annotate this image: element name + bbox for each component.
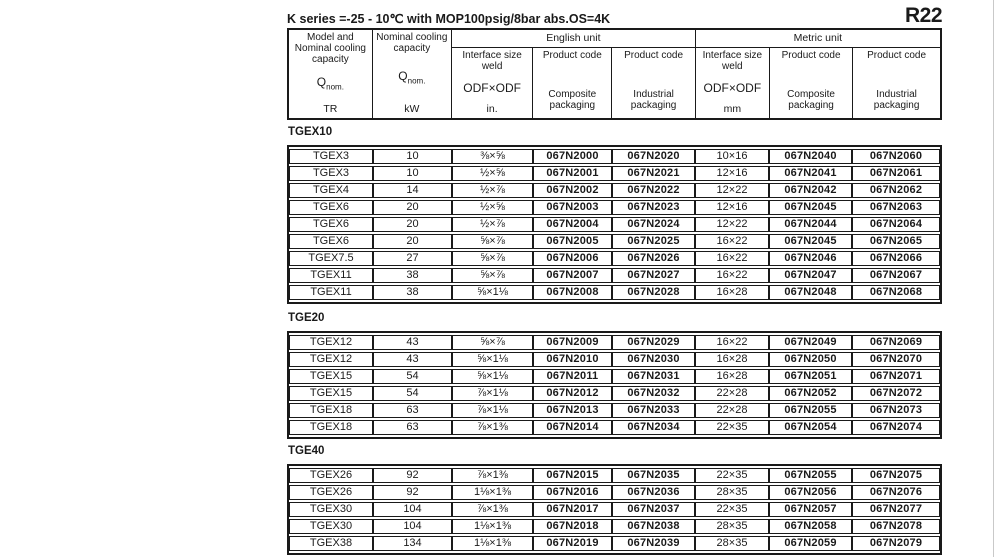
interface-size-metric-cell: 16×28 [695, 369, 769, 384]
model-cell: TGEX30 [289, 519, 373, 534]
product-code-composite-english-cell: 067N2010 [533, 352, 612, 367]
product-code-composite-metric-cell: 067N2044 [769, 217, 852, 232]
header-interface-metric: Interface size weld ODF×ODF mm [695, 48, 769, 120]
interface-size-english-cell: ½×⅞ [452, 217, 533, 232]
model-cell: TGEX6 [289, 200, 373, 215]
interface-size-english-cell: ⅝×⅞ [452, 335, 533, 350]
model-cell: TGEX26 [289, 485, 373, 500]
product-code-industrial-metric-cell: 067N2069 [852, 335, 940, 350]
product-code-industrial-english-cell: 067N2036 [612, 485, 695, 500]
product-code-composite-english-cell: 067N2005 [533, 234, 612, 249]
interface-size-metric-cell: 12×22 [695, 183, 769, 198]
model-cell: TGEX30 [289, 502, 373, 517]
product-code-composite-metric-cell: 067N2055 [769, 468, 852, 483]
header-model-symbol: $Q_{nom.}$ [316, 74, 344, 92]
section-title: TGE40 [288, 445, 325, 457]
interface-size-english-cell: ½×⅝ [452, 166, 533, 181]
capacity-cell: 27 [373, 251, 452, 266]
product-section-tge40 [287, 445, 942, 555]
capacity-cell: 104 [373, 519, 452, 534]
product-code-composite-metric-cell: 067N2052 [769, 386, 852, 401]
product-code-composite-metric-cell: 067N2049 [769, 335, 852, 350]
interface-size-metric-cell: 12×16 [695, 166, 769, 181]
interface-size-english-cell: ⅝×⅞ [452, 251, 533, 266]
capacity-cell: 104 [373, 502, 452, 517]
table-row [289, 149, 940, 164]
product-code-industrial-english-cell: 067N2039 [612, 536, 695, 551]
product-code-composite-metric-cell: 067N2040 [769, 149, 852, 164]
interface-size-metric-cell: 16×22 [695, 251, 769, 266]
interface-size-metric-cell: 28×35 [695, 485, 769, 500]
product-code-industrial-metric-cell: 067N2065 [852, 234, 940, 249]
product-code-industrial-metric-cell: 067N2064 [852, 217, 940, 232]
interface-size-english-cell: ⅞×1⅛ [452, 386, 533, 401]
header-model-title: Model and Nominal cooling capacity [294, 32, 366, 65]
product-code-industrial-english-cell: 067N2024 [612, 217, 695, 232]
table-row [289, 502, 940, 517]
product-code-composite-metric-cell: 067N2045 [769, 200, 852, 215]
model-cell: TGEX7.5 [289, 251, 373, 266]
capacity-cell: 63 [373, 420, 452, 435]
table-row [289, 369, 940, 384]
interface-size-metric-cell: 16×22 [695, 335, 769, 350]
capacity-cell: 20 [373, 217, 452, 232]
interface-size-metric-cell: 16×22 [695, 268, 769, 283]
header-code-composite-english: Product code Composite packaging [533, 48, 612, 120]
capacity-cell: 54 [373, 369, 452, 384]
product-code-industrial-english-cell: 067N2028 [612, 285, 695, 300]
table-row [289, 285, 940, 300]
capacity-cell: 54 [373, 386, 452, 401]
interface-size-metric-cell: 10×16 [695, 149, 769, 164]
product-code-industrial-metric-cell: 067N2076 [852, 485, 940, 500]
model-cell: TGEX6 [289, 217, 373, 232]
capacity-cell: 20 [373, 234, 452, 249]
product-code-composite-english-cell: 067N2019 [533, 536, 612, 551]
product-section-tge20 [287, 312, 942, 439]
header-code-industrial-english: Product code Industrial packaging [612, 48, 695, 120]
product-code-composite-metric-cell: 067N2047 [769, 268, 852, 283]
interface-size-english-cell: ⅝×1⅛ [452, 352, 533, 367]
section-title: TGE20 [288, 312, 325, 324]
table-row [289, 335, 940, 350]
product-code-industrial-english-cell: 067N2037 [612, 502, 695, 517]
product-code-industrial-metric-cell: 067N2066 [852, 251, 940, 266]
table-row [289, 352, 940, 367]
table-row [289, 166, 940, 181]
product-code-industrial-english-cell: 067N2038 [612, 519, 695, 534]
product-code-composite-english-cell: 067N2000 [533, 149, 612, 164]
table-row [289, 468, 940, 483]
product-code-industrial-metric-cell: 067N2079 [852, 536, 940, 551]
model-cell: TGEX38 [289, 536, 373, 551]
product-code-composite-english-cell: 067N2003 [533, 200, 612, 215]
table-row [289, 485, 940, 500]
table-row [289, 200, 940, 215]
interface-size-metric-cell: 28×35 [695, 536, 769, 551]
page-title: K series =-25 - 10℃ with MOP100psig/8bar abs.OS=4K [287, 12, 611, 26]
product-sections [287, 126, 942, 555]
product-code-composite-english-cell: 067N2011 [533, 369, 612, 384]
product-code-industrial-metric-cell: 067N2075 [852, 468, 940, 483]
product-code-industrial-metric-cell: 067N2078 [852, 519, 940, 534]
product-code-industrial-english-cell: 067N2035 [612, 468, 695, 483]
table-row [289, 251, 940, 266]
product-code-composite-english-cell: 067N2012 [533, 386, 612, 401]
capacity-cell: 92 [373, 485, 452, 500]
interface-size-metric-cell: 16×28 [695, 352, 769, 367]
table-row [289, 536, 940, 551]
product-code-composite-english-cell: 067N2004 [533, 217, 612, 232]
product-code-composite-metric-cell: 067N2057 [769, 502, 852, 517]
table-row [289, 519, 940, 534]
interface-size-metric-cell: 22×35 [695, 502, 769, 517]
product-code-composite-english-cell: 067N2015 [533, 468, 612, 483]
header-capacity-title: Nominal cooling capacity [376, 32, 448, 54]
interface-size-english-cell: 1⅛×1⅜ [452, 485, 533, 500]
spec-table-header [287, 28, 942, 120]
table-row [289, 234, 940, 249]
product-code-composite-metric-cell: 067N2056 [769, 485, 852, 500]
interface-size-metric-cell: 22×28 [695, 386, 769, 401]
header-interface-english: Interface size weld ODF×ODF in. [451, 48, 532, 120]
table-row [289, 386, 940, 401]
product-code-industrial-english-cell: 067N2030 [612, 352, 695, 367]
product-code-composite-metric-cell: 067N2051 [769, 369, 852, 384]
capacity-cell: 92 [373, 468, 452, 483]
model-cell: TGEX11 [289, 268, 373, 283]
product-code-industrial-metric-cell: 067N2071 [852, 369, 940, 384]
interface-size-english-cell: 1⅛×1⅜ [452, 519, 533, 534]
product-code-industrial-metric-cell: 067N2070 [852, 352, 940, 367]
product-code-composite-metric-cell: 067N2045 [769, 234, 852, 249]
model-cell: TGEX18 [289, 420, 373, 435]
capacity-cell: 10 [373, 166, 452, 181]
product-code-industrial-english-cell: 067N2033 [612, 403, 695, 418]
refrigerant-label: R22 [904, 4, 942, 27]
model-cell: TGEX4 [289, 183, 373, 198]
product-code-composite-metric-cell: 067N2058 [769, 519, 852, 534]
interface-size-english-cell: ⅝×⅞ [452, 268, 533, 283]
product-code-composite-metric-cell: 067N2046 [769, 251, 852, 266]
model-cell: TGEX11 [289, 285, 373, 300]
product-code-composite-english-cell: 067N2006 [533, 251, 612, 266]
header-group-english-unit: English unit [451, 29, 695, 48]
interface-size-metric-cell: 12×16 [695, 200, 769, 215]
product-code-composite-english-cell: 067N2007 [533, 268, 612, 283]
interface-size-english-cell: ⅝×1⅛ [452, 369, 533, 384]
interface-size-metric-cell: 22×35 [695, 420, 769, 435]
product-code-industrial-metric-cell: 067N2062 [852, 183, 940, 198]
product-code-industrial-english-cell: 067N2023 [612, 200, 695, 215]
header-group-metric-unit: Metric unit [695, 29, 941, 48]
product-code-composite-metric-cell: 067N2041 [769, 166, 852, 181]
table-row [289, 420, 940, 435]
header-capacity-symbol: $Q_{nom.}$ [398, 69, 426, 86]
product-code-industrial-english-cell: 067N2029 [612, 335, 695, 350]
interface-size-english-cell: ½×⅝ [452, 200, 533, 215]
product-code-industrial-metric-cell: 067N2074 [852, 420, 940, 435]
interface-size-english-cell: ½×⅞ [452, 183, 533, 198]
interface-size-english-cell: ⅞×1⅜ [452, 420, 533, 435]
product-code-composite-english-cell: 067N2014 [533, 420, 612, 435]
capacity-cell: 134 [373, 536, 452, 551]
table-row [289, 183, 940, 198]
product-section-tgex10 [287, 126, 942, 304]
product-code-composite-english-cell: 067N2001 [533, 166, 612, 181]
product-code-industrial-english-cell: 067N2025 [612, 234, 695, 249]
product-code-composite-english-cell: 067N2017 [533, 502, 612, 517]
capacity-cell: 63 [373, 403, 452, 418]
product-code-industrial-metric-cell: 067N2068 [852, 285, 940, 300]
product-code-industrial-english-cell: 067N2027 [612, 268, 695, 283]
model-cell: TGEX3 [289, 166, 373, 181]
product-code-composite-english-cell: 067N2016 [533, 485, 612, 500]
product-code-industrial-english-cell: 067N2020 [612, 149, 695, 164]
capacity-cell: 43 [373, 335, 452, 350]
product-code-industrial-english-cell: 067N2032 [612, 386, 695, 401]
datasheet-page [287, 4, 942, 555]
product-code-composite-metric-cell: 067N2048 [769, 285, 852, 300]
product-code-industrial-metric-cell: 067N2063 [852, 200, 940, 215]
table-row [289, 217, 940, 232]
model-cell: TGEX18 [289, 403, 373, 418]
product-code-composite-english-cell: 067N2009 [533, 335, 612, 350]
capacity-cell: 14 [373, 183, 452, 198]
interface-size-english-cell: ⅞×1⅜ [452, 468, 533, 483]
capacity-cell: 10 [373, 149, 452, 164]
product-code-composite-metric-cell: 067N2055 [769, 403, 852, 418]
capacity-cell: 20 [373, 200, 452, 215]
interface-size-english-cell: 1⅛×1⅜ [452, 536, 533, 551]
product-code-composite-english-cell: 067N2008 [533, 285, 612, 300]
page-edge-line [993, 0, 994, 557]
interface-size-english-cell: ⅝×⅞ [452, 234, 533, 249]
model-cell: TGEX6 [289, 234, 373, 249]
table-row [289, 403, 940, 418]
interface-size-metric-cell: 28×35 [695, 519, 769, 534]
product-code-industrial-metric-cell: 067N2073 [852, 403, 940, 418]
header-model-column [288, 29, 372, 119]
interface-size-metric-cell: 16×28 [695, 285, 769, 300]
product-code-industrial-metric-cell: 067N2061 [852, 166, 940, 181]
product-code-industrial-metric-cell: 067N2060 [852, 149, 940, 164]
capacity-cell: 38 [373, 285, 452, 300]
model-cell: TGEX12 [289, 352, 373, 367]
interface-size-english-cell: ⅞×1⅜ [452, 502, 533, 517]
interface-size-metric-cell: 22×28 [695, 403, 769, 418]
product-code-industrial-english-cell: 067N2021 [612, 166, 695, 181]
product-code-composite-english-cell: 067N2002 [533, 183, 612, 198]
model-cell: TGEX15 [289, 369, 373, 384]
product-code-industrial-metric-cell: 067N2077 [852, 502, 940, 517]
interface-size-metric-cell: 16×22 [695, 234, 769, 249]
page-header [287, 4, 942, 26]
product-code-composite-metric-cell: 067N2042 [769, 183, 852, 198]
model-cell: TGEX3 [289, 149, 373, 164]
model-cell: TGEX26 [289, 468, 373, 483]
table-row [289, 268, 940, 283]
product-code-industrial-english-cell: 067N2026 [612, 251, 695, 266]
interface-size-metric-cell: 22×35 [695, 468, 769, 483]
product-code-industrial-english-cell: 067N2031 [612, 369, 695, 384]
product-code-composite-english-cell: 067N2018 [533, 519, 612, 534]
product-code-composite-metric-cell: 067N2059 [769, 536, 852, 551]
capacity-cell: 38 [373, 268, 452, 283]
product-code-industrial-metric-cell: 067N2067 [852, 268, 940, 283]
product-code-industrial-english-cell: 067N2022 [612, 183, 695, 198]
capacity-cell: 43 [373, 352, 452, 367]
product-code-industrial-metric-cell: 067N2072 [852, 386, 940, 401]
product-code-composite-metric-cell: 067N2050 [769, 352, 852, 367]
interface-size-english-cell: ⅞×1⅛ [452, 403, 533, 418]
interface-size-english-cell: ⅜×⅝ [452, 149, 533, 164]
product-code-composite-metric-cell: 067N2054 [769, 420, 852, 435]
section-title: TGEX10 [288, 126, 333, 138]
product-code-composite-english-cell: 067N2013 [533, 403, 612, 418]
header-code-composite-metric: Product code Composite packaging [769, 48, 852, 120]
interface-size-metric-cell: 12×22 [695, 217, 769, 232]
header-capacity-unit: kW [404, 102, 420, 115]
header-code-industrial-metric: Product code Industrial packaging [853, 48, 941, 120]
model-cell: TGEX15 [289, 386, 373, 401]
header-capacity-column [372, 29, 451, 119]
model-cell: TGEX12 [289, 335, 373, 350]
product-code-industrial-english-cell: 067N2034 [612, 420, 695, 435]
interface-size-english-cell: ⅝×1⅛ [452, 285, 533, 300]
header-model-unit: TR [323, 102, 338, 115]
